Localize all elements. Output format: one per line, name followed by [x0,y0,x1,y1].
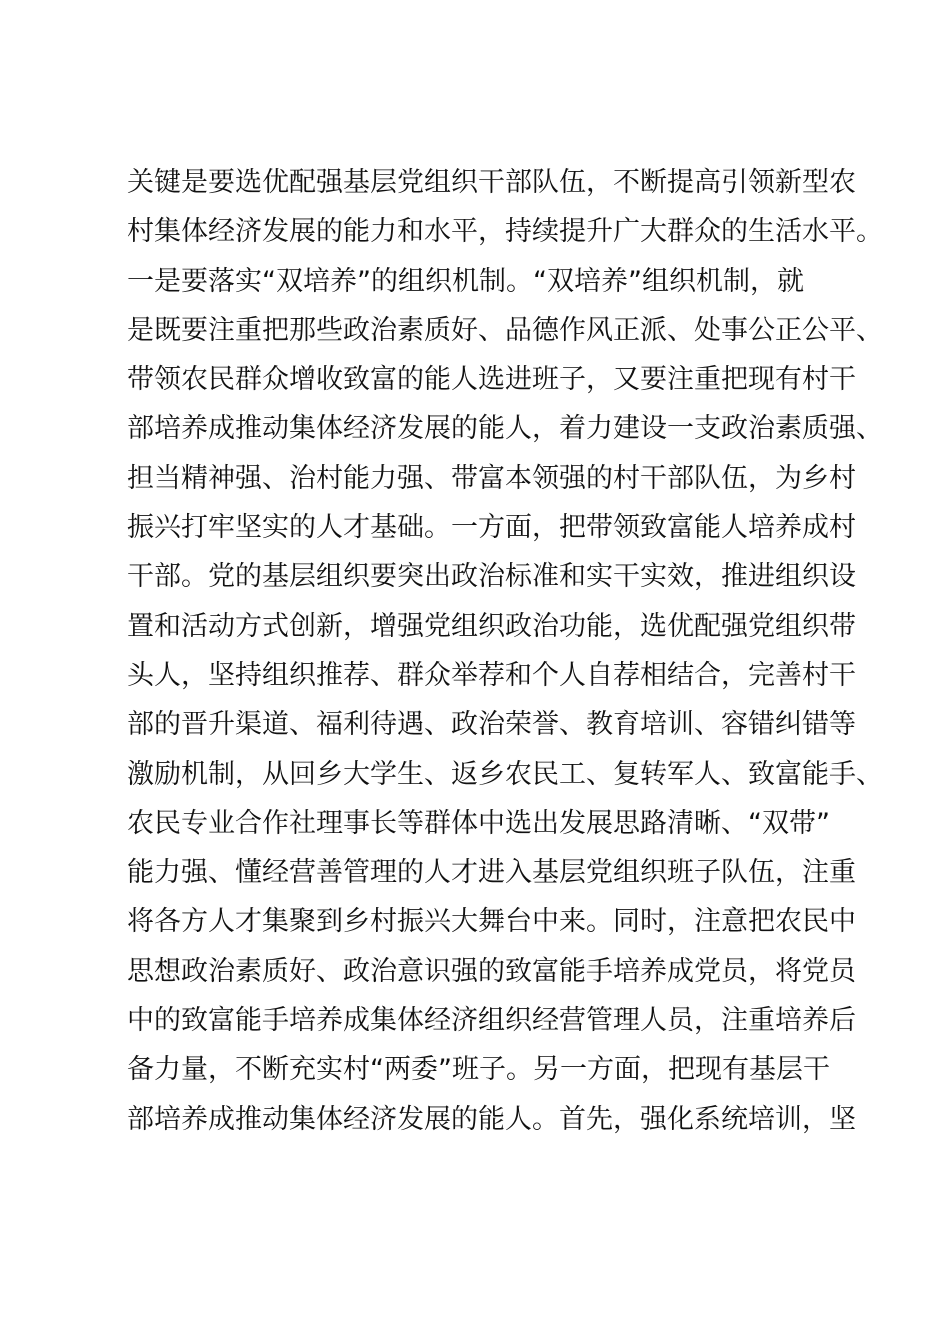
text-line: 部的晋升渠道、福利待遇、政治荣誉、教育培训、容错纠错等 [127,709,856,741]
text-line: 农民专业合作社理事长等群体中选出发展思路清晰、“双带” [127,807,830,839]
text-line: 思想政治素质好、政治意识强的致富能手培养成党员，将党员 [127,955,856,987]
text-line: 部培养成推动集体经济发展的能人，着力建设一支政治素质强、 [127,413,883,445]
text-line: 激励机制，从回乡大学生、返乡农民工、复转军人、致富能手、 [127,758,883,790]
text-line: 中的致富能手培养成集体经济组织经营管理人员，注重培养后 [127,1005,856,1037]
text-line: 干部。党的基层组织要突出政治标准和实干实效，推进组织设 [127,561,856,593]
text-line: 担当精神强、治村能力强、带富本领强的村干部队伍，为乡村 [127,462,856,494]
text-line: 一是要落实“双培养”的组织机制。“双培养”组织机制，就 [127,265,804,297]
text-line: 振兴打牢坚实的人才基础。一方面，把带领致富能人培养成村 [127,512,856,544]
text-line: 将各方人才集聚到乡村振兴大舞台中来。同时，注意把农民中 [127,906,856,938]
text-line: 村集体经济发展的能力和水平，持续提升广大群众的生活水平。 [127,216,883,248]
text-line: 带领农民群众增收致富的能人选进班子，又要注重把现有村干 [127,364,856,396]
text-line: 是既要注重把那些政治素质好、品德作风正派、处事公正公平、 [127,314,883,346]
text-line: 头人，坚持组织推荐、群众举荐和个人自荐相结合，完善村干 [127,659,856,691]
text-line: 部培养成推动集体经济发展的能人。首先，强化系统培训，坚 [127,1103,856,1135]
body-text [127,158,883,1144]
text-line: 能力强、懂经营善管理的人才进入基层党组织班子队伍，注重 [127,857,856,889]
text-line: 置和活动方式创新，增强党组织政治功能，选优配强党组织带 [127,610,856,642]
text-line: 关键是要选优配强基层党组织干部队伍，不断提高引领新型农 [127,167,856,198]
text-line: 备力量，不断充实村“两委”班子。另一方面，把现有基层干 [127,1054,830,1086]
